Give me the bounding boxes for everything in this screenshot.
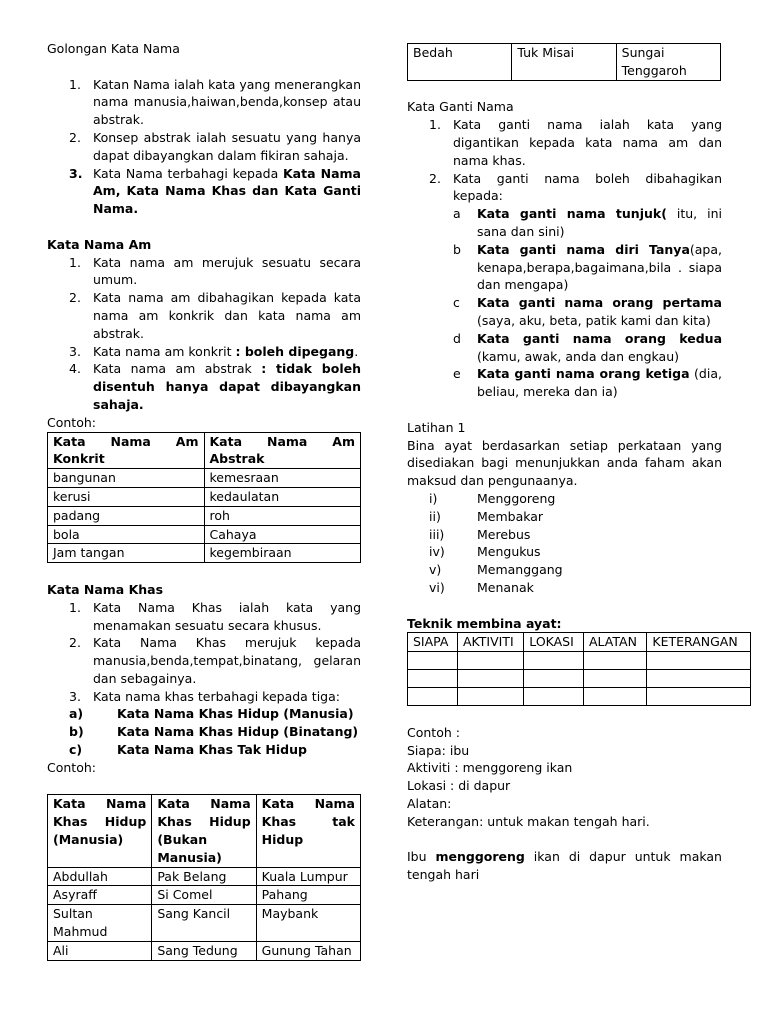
latihan-instruction: Bina ayat berdasarkan setiap perkataan yang disediakan bagi menunjukkan anda faham akan maksud dan pengunaanya. bbox=[407, 437, 722, 489]
am-list bbox=[47, 254, 361, 414]
ganti-sub-list bbox=[407, 205, 722, 401]
list-item: 3. Kata Nama terbahagi kepada Kata Nama Am, Kata Nama Khas dan Kata Ganti Nama. bbox=[69, 165, 361, 217]
contoh-line: Siapa: ibu bbox=[407, 742, 470, 758]
list-item: 1. Katan Nama ialah kata yang menerangkan nama manusia,haiwan,benda,konsep atau abstrak. bbox=[69, 76, 361, 128]
table-row bbox=[408, 688, 751, 706]
table-header-cell: KETERANGAN bbox=[647, 633, 751, 652]
continued-table bbox=[407, 43, 721, 81]
list-item: 3. Kata nama am konkrit : boleh dipegang. bbox=[69, 343, 359, 359]
list-item: a Kata ganti nama tunjuk( itu, ini sana dan sini) bbox=[453, 206, 722, 239]
contoh-line: Keterangan: untuk makan tengah hari. bbox=[407, 813, 650, 829]
list-item: 2. Konsep abstrak ialah sesuatu yang hanya dapat dibayangkan dalam fikiran sahaja. bbox=[69, 129, 361, 163]
contoh-line: Aktiviti : menggoreng ikan bbox=[407, 760, 573, 776]
golongan-list bbox=[47, 76, 361, 218]
table-header-cell: Kata Nama Khas Hidup (Bukan Manusia) bbox=[152, 795, 256, 867]
table-row: padang roh bbox=[48, 506, 361, 525]
list-item: iii) Merebus bbox=[429, 526, 531, 542]
table-row: bola Cahaya bbox=[48, 525, 361, 544]
table-header-cell: ALATAN bbox=[584, 633, 647, 652]
table-header-row bbox=[48, 795, 361, 867]
table-row: bangunan kemesraan bbox=[48, 469, 361, 488]
list-item: 3. Kata nama khas terbahagi kepada tiga: bbox=[69, 688, 340, 704]
table-row: Jam tangan kegembiraan bbox=[48, 544, 361, 563]
list-item: vi) Menanak bbox=[429, 579, 534, 595]
contoh-line: Alatan: bbox=[407, 796, 452, 812]
table-header-cell: SIAPA bbox=[408, 633, 458, 652]
table-row bbox=[408, 652, 751, 670]
table-header-row bbox=[48, 432, 361, 469]
table-row: kerusi kedaulatan bbox=[48, 487, 361, 506]
list-item: b Kata ganti nama diri Tanya(apa, kenapa,berapa,bagaimana,bila . siapa dan mengapa) bbox=[453, 241, 722, 293]
teknik-table bbox=[407, 632, 751, 706]
table-header-cell: Kata Nama Khas Hidup (Manusia) bbox=[48, 795, 152, 867]
list-item: b) Kata Nama Khas Hidup (Binatang) bbox=[69, 724, 359, 740]
list-item: 2. Kata ganti nama boleh dibahagikan kepada: bbox=[429, 170, 722, 204]
table-row: Ali Sang Tedung Gunung Tahan bbox=[48, 941, 361, 960]
list-item: ii) Membakar bbox=[429, 508, 544, 524]
list-item: 2. Kata Nama Khas merujuk kepada manusia,benda,tempat,binatang, gelaran dan sebagainya. bbox=[69, 635, 361, 686]
contoh-title: Contoh : bbox=[407, 724, 460, 740]
left-column bbox=[47, 40, 361, 961]
table-row: Asyraff Si Comel Pahang bbox=[48, 886, 361, 905]
table-header-cell: Kata Nama Am Konkrit bbox=[48, 432, 205, 469]
table-header-cell: Kata Nama Am Abstrak bbox=[204, 432, 361, 469]
am-example-table bbox=[47, 432, 361, 564]
list-item: iv) Mengukus bbox=[429, 544, 541, 560]
am-title: Kata Nama Am bbox=[47, 236, 152, 252]
list-item: 4. Kata nama am abstrak : tidak boleh disentuh hanya dapat dibayangkan sahaja. bbox=[69, 361, 361, 412]
list-item: c Kata ganti nama orang pertama (saya, aku, beta, patik kami dan kita) bbox=[453, 295, 722, 328]
table-header-row bbox=[408, 633, 751, 652]
ganti-list bbox=[407, 116, 722, 205]
latihan-list bbox=[407, 490, 722, 597]
list-item: a) Kata Nama Khas Hidup (Manusia) bbox=[69, 706, 354, 722]
table-row: Bedah Tuk Misai Sungai Tenggaroh bbox=[408, 44, 721, 81]
teknik-title: Teknik membina ayat: bbox=[407, 615, 562, 631]
khas-list bbox=[47, 599, 361, 706]
golongan-title: Golongan Kata Nama bbox=[47, 41, 180, 56]
contoh-sentence: Ibu menggoreng ikan di dapur untuk makan tengah hari bbox=[407, 849, 722, 883]
table-row bbox=[408, 670, 751, 688]
list-item: 1. Kata Nama Khas ialah kata yang menamakan sesuatu secara khusus. bbox=[69, 599, 361, 633]
list-item: d Kata ganti nama orang kedua (kamu, awak, anda dan engkau) bbox=[453, 330, 722, 364]
ganti-title: Kata Ganti Nama bbox=[407, 99, 514, 115]
latihan-title: Latihan 1 bbox=[407, 419, 466, 435]
table-row: Sultan Mahmud Sang Kancil Maybank bbox=[48, 905, 361, 942]
khas-example-table bbox=[47, 794, 361, 960]
list-item: i) Menggoreng bbox=[429, 490, 556, 506]
am-contoh-label: Contoh: bbox=[47, 414, 96, 430]
khas-title: Kata Nama Khas bbox=[47, 581, 164, 597]
table-header-cell: AKTIVITI bbox=[457, 633, 523, 652]
list-item: 2. Kata nama am dibahagikan kepada kata nama am konkrik dan kata nama am abstrak. bbox=[69, 290, 361, 341]
table-header-cell: LOKASI bbox=[524, 633, 584, 652]
table-header-cell: Kata Nama Khas tak Hidup bbox=[256, 795, 360, 867]
list-item: 1. Kata ganti nama ialah kata yang digantikan kepada kata nama am dan nama khas. bbox=[429, 117, 722, 168]
list-item: v) Memanggang bbox=[429, 562, 563, 578]
table-row: Abdullah Pak Belang Kuala Lumpur bbox=[48, 867, 361, 886]
khas-contoh-label: Contoh: bbox=[47, 759, 96, 775]
contoh-line: Lokasi : di dapur bbox=[407, 778, 511, 794]
right-column bbox=[407, 43, 738, 884]
list-item: 1. Kata nama am merujuk sesuatu secara umum. bbox=[69, 254, 361, 288]
khas-sub-list bbox=[47, 705, 361, 758]
list-item: e Kata ganti nama orang ketiga (dia, beliau, mereka dan ia) bbox=[453, 366, 722, 400]
list-item: c) Kata Nama Khas Tak Hidup bbox=[69, 742, 307, 758]
